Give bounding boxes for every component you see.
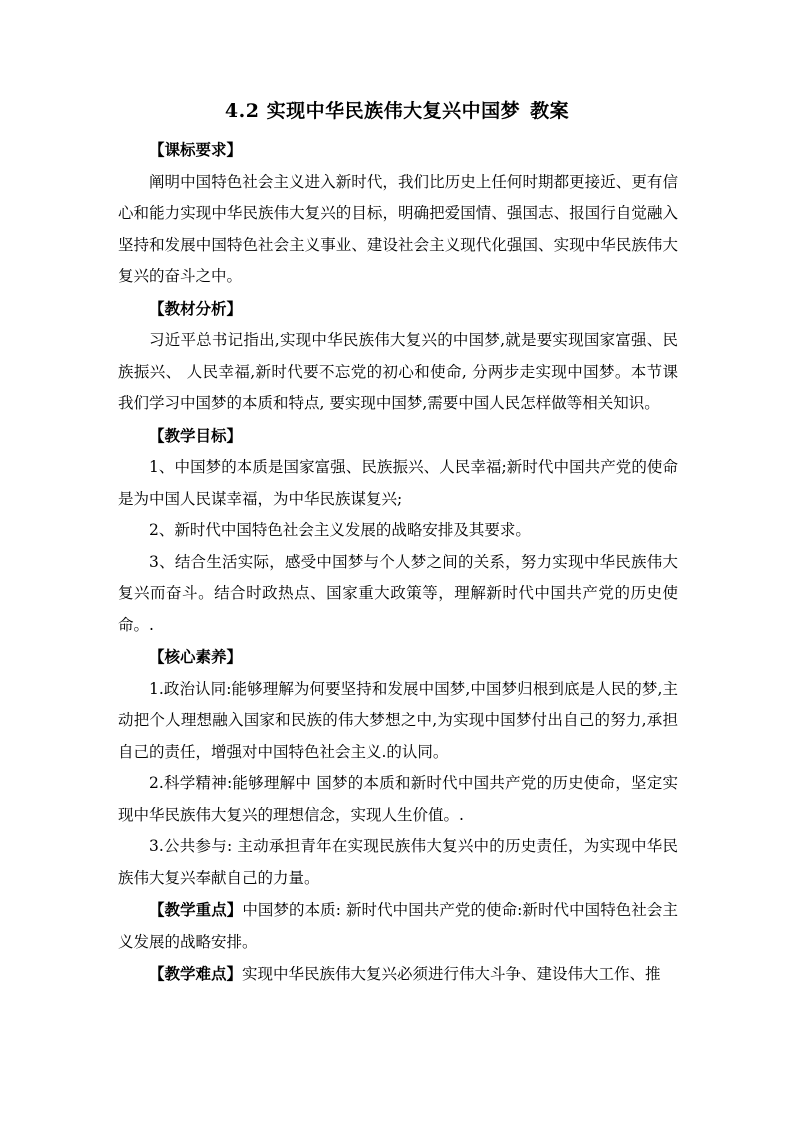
literacy-item-1: 1.政治认同:能够理解为何要坚持和发展中国梦,中国梦归根到底是人民的梦,主动把个人理想融入国家和民族的伟大梦想之中,为实现中国梦付出自己的努力,承担自己的责任，增强对中国特色社会主义.的认同。 (118, 679, 678, 761)
standards-heading: 【课标要求】 (149, 140, 243, 159)
literacy-item-3: 3.公共参与: 主动承担青年在实现民族伟大复兴中的历史责任，为实现中华民族伟大复兴奉献自己的力量。 (118, 837, 678, 887)
goal-item-2: 2、新时代中国特色社会主义发展的战略安排及其要求。 (149, 521, 531, 539)
document-body (118, 134, 678, 991)
literacy-item-2: 2.科学精神:能够理解中 国梦的本质和新时代中国共产党的历史使命，坚定实现中华民族伟大复兴的理想信念，实现人生价值。. (118, 774, 678, 824)
analysis-paragraph: 习近平总书记指出,实现中华民族伟大复兴的中国梦,就是要实现国家富强、民族振兴、 人民幸福,新时代要不忘党的初心和使命, 分两步走实现中国梦。本节课我们学习中国梦的本质和特点, 要实现中国梦,需要中国人民怎样做等相关知识。 (118, 331, 678, 412)
difficulties-paragraph (118, 958, 678, 991)
key-points-text: 中国梦的本质: 新时代中国共产党的使命:新时代中国特色社会主义发展的战略安排。 (118, 901, 678, 951)
standards-paragraph: 阐明中国特色社会主义进入新时代，我们比历史上任何时期都更接近、更有信心和能力实现中华民族伟大复兴的目标，明确把爱国情、强国志、报国行自觉融入坚持和发展中国特色社会主义事业、建设社会主义现代化强国、实现中华民族伟大复兴的奋斗之中。 (118, 172, 678, 285)
difficulties-heading: 【教学难点】 (149, 964, 243, 983)
title-main: 4.2 实现中华民族伟大复兴中国梦 (224, 100, 521, 122)
difficulties-text: 实现中华民族伟大复兴必须进行伟大斗争、建设伟大工作、推 (242, 965, 661, 983)
analysis-heading: 【教材分析】 (149, 298, 243, 318)
title-suffix: 教案 (530, 100, 570, 122)
key-points-paragraph (118, 894, 678, 958)
goals-heading: 【教学目标】 (149, 425, 243, 445)
goal-item-1: 1、中国梦的本质是国家富强、民族振兴、人民幸福;新时代中国共产党的使命是为中国人民谋幸福，为中华民族谋复兴; (118, 458, 678, 508)
literacy-heading: 【核心素养】 (149, 647, 243, 666)
key-points-heading: 【教学重点】 (149, 900, 243, 919)
document-title (0, 96, 794, 123)
goal-item-3: 3、结合生活实际，感受中国梦与个人梦之间的关系，努力实现中华民族伟大复兴而奋斗。结合时政热点、国家重大政策等，理解新时代中国共产党的历史使命。. (118, 552, 678, 634)
